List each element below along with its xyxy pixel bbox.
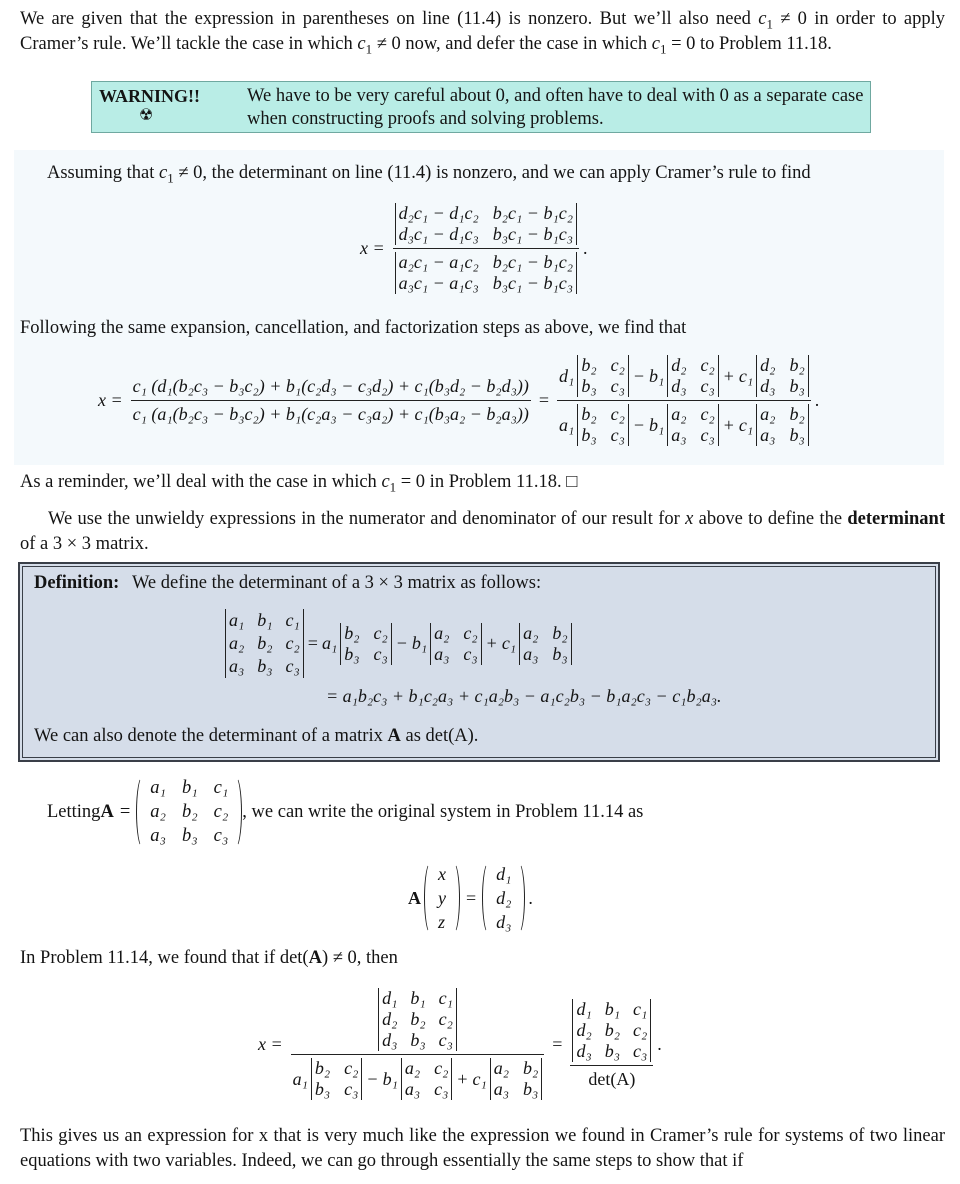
period: . bbox=[528, 887, 533, 908]
cofactor-coefficient: b₁ bbox=[648, 365, 665, 386]
matrix-entry: d₂ bbox=[760, 355, 776, 375]
lhs-x: x = bbox=[98, 390, 123, 410]
matrix-entry: c₁ bbox=[438, 988, 453, 1008]
matrix-entry: c₂ bbox=[700, 404, 715, 424]
qed-square-icon: □ bbox=[566, 472, 578, 492]
fraction bbox=[291, 988, 545, 1100]
matrix-entry: a₂c₁ − a₁c₂ bbox=[398, 252, 479, 272]
period: . bbox=[582, 238, 588, 258]
var-c1: $c_1$ bbox=[357, 34, 373, 57]
matrix-entry: a₂ bbox=[229, 633, 245, 653]
cofactor-coefficient: b₁ bbox=[411, 633, 428, 653]
matrix-entry: b₁ bbox=[604, 998, 620, 1019]
paragraph-reminder bbox=[20, 470, 945, 495]
matrix-entry: c₁ bbox=[632, 998, 648, 1019]
term-determinant: determinant bbox=[847, 509, 945, 529]
fraction bbox=[393, 203, 579, 294]
definition-expansion: = a₁b₂c₃ + b₁c₂a₃ + c₁a₂b₃ − a₁c₂b₃ − b₁a₂c₃ − c₁b₂a₃. bbox=[326, 686, 722, 706]
text: We are given that the expression in parentheses on line (11.4) is nonzero. But we’ll also need bbox=[20, 9, 759, 29]
paragraph-found bbox=[20, 946, 945, 971]
matrix-entry: a₃ bbox=[150, 826, 166, 846]
matrix-entry: c₃ bbox=[610, 425, 625, 445]
matrix-entry: d₃ bbox=[496, 912, 512, 932]
definition-heading bbox=[34, 573, 541, 594]
matrix-entry: b₃ bbox=[523, 1079, 539, 1099]
matrix-entry: d₃ bbox=[760, 376, 776, 396]
matrix-A bbox=[136, 776, 242, 848]
matrix-entry: a₂ bbox=[150, 802, 166, 822]
matrix-entry: b₂ bbox=[257, 633, 273, 653]
determinant-denominator bbox=[395, 252, 577, 294]
text: This gives us an expression for x that is very much like the expression we found in Cramer’s rule for systems of two linear equations with two variables. Indeed, we can go through essentially the same steps to show that if bbox=[20, 1126, 945, 1171]
vector-xyz bbox=[424, 862, 460, 934]
matrix-entry: c₂ bbox=[610, 355, 625, 375]
matrix-entry: a₁ bbox=[229, 610, 245, 630]
matrix-entry: d₂ bbox=[671, 355, 687, 375]
fraction-det bbox=[570, 999, 653, 1090]
cofactor-coefficient: c₁ bbox=[472, 1068, 487, 1089]
matrix-entry: b₂c₁ − b₁c₂ bbox=[492, 203, 573, 223]
period: . bbox=[657, 1033, 662, 1054]
matrix-entry: c₃ bbox=[373, 643, 388, 664]
paragraph-this-gives bbox=[20, 1124, 945, 1174]
text: We use the unwieldy expressions in the numerator and denominator of our result for bbox=[48, 509, 686, 529]
matrix-entry: b₂ bbox=[604, 1019, 620, 1040]
matrix-entry: b₃ bbox=[789, 425, 805, 445]
plus-sign: + bbox=[486, 633, 497, 653]
var-c1: $c_1$ bbox=[651, 34, 667, 57]
cofactor-coefficient: b₁ bbox=[648, 414, 665, 435]
matrix-entry: a₂ bbox=[671, 404, 687, 424]
determinant-numerator bbox=[395, 203, 577, 245]
text: ≠ 0 now, and defer the case in which bbox=[372, 34, 652, 54]
cofactor-coefficient: a₁ bbox=[321, 633, 338, 653]
matrix-entry: b₃c₁ − b₁c₃ bbox=[492, 224, 573, 244]
equation-cramer-3x3 bbox=[258, 988, 662, 1100]
matrix-entry: a₃ bbox=[229, 656, 245, 676]
matrix-A-bold: A bbox=[100, 801, 114, 822]
matrix-entry: c₂ bbox=[632, 1019, 648, 1040]
minor-determinant bbox=[311, 1058, 363, 1100]
matrix-entry: d₁ bbox=[382, 988, 398, 1008]
matrix-entry: d₃c₁ − d₁c₃ bbox=[398, 224, 479, 244]
matrix-entry: c₂ bbox=[213, 802, 229, 822]
matrix-entry: c₂ bbox=[463, 622, 478, 643]
matrix-entry: c₃ bbox=[700, 376, 715, 396]
text: As a reminder, we’ll deal with the case in which bbox=[20, 472, 382, 492]
determinant-numerator bbox=[378, 988, 457, 1051]
matrix-entry: c₃ bbox=[700, 425, 715, 445]
minor-determinant bbox=[667, 404, 719, 446]
text: of a 3 × 3 matrix. bbox=[20, 534, 149, 554]
matrix-entry: d₃ bbox=[382, 1030, 398, 1050]
text: ≠ 0 in order to apply Cramer’s rule. We’ll tackle the case in which bbox=[20, 9, 945, 54]
matrix-entry: b₃ bbox=[552, 643, 568, 664]
matrix-entry: b₂c₁ − b₁c₂ bbox=[492, 252, 573, 272]
paragraph-assuming bbox=[47, 161, 937, 186]
cofactor-coefficient: c₁ bbox=[501, 633, 517, 653]
paragraph-letting bbox=[47, 776, 643, 848]
matrix-entry: c₂ bbox=[700, 355, 715, 375]
minor-determinant bbox=[577, 404, 629, 446]
minus-sign: − bbox=[633, 414, 644, 435]
matrix-entry: b₃ bbox=[581, 376, 597, 396]
minus-sign: − bbox=[396, 633, 407, 653]
matrix-A-bold: A bbox=[408, 887, 421, 908]
cofactor-coefficient: a₁ bbox=[292, 1068, 308, 1089]
minor-determinant bbox=[756, 404, 809, 446]
matrix-entry: b₂ bbox=[581, 404, 597, 424]
minus-sign: − bbox=[633, 365, 644, 386]
matrix-entry: c₂ bbox=[610, 404, 625, 424]
matrix-entry: b₂ bbox=[552, 622, 568, 643]
matrix-entry: a₃ bbox=[434, 643, 450, 664]
plus-sign: + bbox=[457, 1068, 468, 1089]
matrix-entry: a₃ bbox=[760, 425, 776, 445]
matrix-entry: b₃ bbox=[789, 376, 805, 396]
matrix-entry: a₃c₁ − a₁c₃ bbox=[398, 273, 479, 293]
definition-footer bbox=[34, 726, 478, 747]
matrix-entry: b₁ bbox=[181, 778, 198, 798]
matrix-entry: z bbox=[438, 912, 446, 932]
matrix-entry: c₂ bbox=[373, 622, 388, 643]
lhs-x: x = bbox=[258, 1033, 283, 1054]
matrix-entry: b₃ bbox=[257, 656, 273, 676]
matrix-A-bold: A bbox=[387, 726, 401, 746]
matrix-entry: a₁ bbox=[150, 778, 166, 798]
matrix-entry: a₃ bbox=[671, 425, 687, 445]
period: . bbox=[814, 390, 820, 410]
matrix-entry: b₃ bbox=[581, 425, 597, 445]
plus-sign: + bbox=[723, 414, 734, 435]
matrix-entry: b₃c₁ − b₁c₃ bbox=[492, 273, 573, 293]
numerator-expression: c₁ (d₁(b₂c₃ − b₃c₂) + b₁(c₂d₃ − c₃d₂) + c₁(b₃d₂ − b₂d₃)) bbox=[132, 376, 529, 396]
definition-intro: We define the determinant of a 3 × 3 matrix as follows: bbox=[131, 573, 542, 593]
matrix-entry: a₃ bbox=[404, 1079, 421, 1099]
matrix-entry: c₃ bbox=[285, 656, 300, 676]
warning-label: WARNING!! bbox=[99, 86, 200, 106]
plus-sign: + bbox=[723, 365, 734, 386]
definition-equation bbox=[225, 609, 572, 678]
fraction-expanded bbox=[131, 376, 531, 425]
matrix-entry: c₂ bbox=[434, 1058, 449, 1078]
equals: = bbox=[466, 887, 477, 908]
matrix-entry: b₃ bbox=[604, 1040, 620, 1061]
matrix-A-bold: A bbox=[308, 948, 322, 968]
text: Following the same expansion, cancellation, and factorization steps as above, we find that bbox=[20, 318, 687, 338]
matrix-entry: c₃ bbox=[438, 1030, 453, 1050]
text: above to define the bbox=[693, 509, 848, 529]
matrix-entry: d₂ bbox=[382, 1009, 398, 1029]
determinant-numerator bbox=[572, 999, 651, 1062]
matrix-entry: b₂ bbox=[581, 355, 597, 375]
warning-box bbox=[91, 81, 871, 133]
equals: = bbox=[552, 1033, 563, 1054]
matrix-entry: d₂ bbox=[496, 888, 512, 908]
matrix-entry: b₃ bbox=[344, 643, 360, 664]
matrix-entry: a₂ bbox=[434, 622, 450, 643]
var-c1: $c_1$ bbox=[381, 472, 397, 495]
definition-label: Definition: bbox=[34, 573, 120, 593]
matrix-entry: a₂ bbox=[404, 1058, 421, 1078]
paragraph-following bbox=[20, 316, 945, 341]
matrix-entry: b₁ bbox=[410, 988, 426, 1008]
text: as det(A). bbox=[400, 726, 479, 746]
matrix-entry: c₃ bbox=[463, 643, 478, 664]
warning-text: We have to be very careful about 0, and often have to deal with 0 as a separate case when constructing proofs and solving problems. bbox=[247, 86, 864, 129]
var-c1: $c_1$ bbox=[758, 9, 773, 32]
cofactor-numerator bbox=[557, 355, 811, 400]
matrix-entry: c₃ bbox=[610, 376, 625, 396]
minor-determinant bbox=[490, 1058, 543, 1100]
matrix-entry: a₂ bbox=[493, 1058, 510, 1078]
cofactor-coefficient: b₁ bbox=[382, 1068, 398, 1089]
cofactor-coefficient: c₁ bbox=[738, 414, 754, 435]
minor-determinant bbox=[340, 623, 392, 665]
matrix-entry: c₃ bbox=[344, 1079, 359, 1099]
equals: = bbox=[119, 801, 131, 822]
matrix-entry: c₂ bbox=[285, 633, 300, 653]
matrix-entry: c₁ bbox=[213, 778, 229, 798]
equals: = bbox=[538, 390, 550, 410]
matrix-entry: b₂ bbox=[410, 1009, 426, 1029]
minor-determinant bbox=[667, 355, 719, 397]
matrix-entry: d₃ bbox=[671, 376, 687, 396]
matrix-entry: a₃ bbox=[493, 1079, 510, 1099]
matrix-entry: b₂ bbox=[344, 622, 360, 643]
paragraph-unwieldy bbox=[20, 507, 945, 557]
text: ≠ 0, the determinant on line (11.4) is nonzero, and we can apply Cramer’s rule to find bbox=[173, 163, 811, 183]
cofactor-denominator bbox=[291, 1055, 545, 1100]
radiation-icon: ☢ bbox=[139, 107, 154, 124]
determinant-3x3 bbox=[225, 609, 304, 678]
cofactor-coefficient: a₁ bbox=[559, 414, 575, 435]
text: Letting bbox=[47, 801, 101, 822]
equation-cramer-2x2 bbox=[360, 203, 587, 294]
equation-expanded bbox=[98, 355, 819, 446]
equation-system bbox=[408, 862, 533, 934]
text: In Problem 11.14, we found that if det( bbox=[20, 948, 309, 968]
matrix-entry: c₃ bbox=[632, 1040, 648, 1061]
matrix-entry: c₃ bbox=[434, 1079, 449, 1099]
matrix-entry: b₂ bbox=[314, 1058, 331, 1078]
equals: = bbox=[307, 633, 318, 653]
matrix-entry: b₂ bbox=[789, 355, 805, 375]
cofactor-coefficient: d₁ bbox=[559, 365, 575, 386]
matrix-entry: c₂ bbox=[438, 1009, 453, 1029]
text: We can also denote the determinant of a matrix bbox=[34, 726, 388, 746]
cofactor-expansion bbox=[322, 623, 572, 665]
matrix-entry: b₃ bbox=[410, 1030, 426, 1050]
matrix-entry: b₂ bbox=[789, 404, 805, 424]
text: , we can write the original system in Problem 11.14 as bbox=[242, 801, 644, 822]
matrix-entry: c₃ bbox=[213, 826, 229, 846]
denominator-expression: c₁ (a₁(b₂c₃ − b₃c₂) + b₁(c₂a₃ − c₃a₂) + c₁(b₃a₂ − b₂a₃)) bbox=[132, 404, 529, 424]
cofactor-coefficient: c₁ bbox=[738, 365, 754, 386]
text: Assuming that bbox=[47, 163, 160, 183]
lhs-x: x = bbox=[360, 238, 385, 258]
cofactor-denominator bbox=[557, 401, 811, 446]
var-c1: $c_1$ bbox=[159, 163, 174, 186]
vector-d bbox=[482, 862, 525, 934]
minor-determinant bbox=[577, 355, 629, 397]
minor-determinant bbox=[401, 1058, 453, 1100]
det-A: det(A) bbox=[588, 1068, 636, 1089]
matrix-entry: d₁ bbox=[576, 998, 592, 1019]
matrix-entry: a₂ bbox=[760, 404, 776, 424]
matrix-entry: c₁ bbox=[285, 610, 300, 630]
matrix-entry: y bbox=[438, 888, 446, 908]
var-x: x bbox=[685, 509, 694, 529]
text: ) ≠ 0, then bbox=[321, 948, 398, 968]
text: = 0 in Problem 11.18. bbox=[396, 472, 567, 492]
fraction-cofactor bbox=[557, 355, 811, 446]
minor-determinant bbox=[519, 623, 572, 665]
matrix-entry: b₂ bbox=[523, 1058, 539, 1078]
matrix-entry: b₃ bbox=[314, 1079, 331, 1099]
matrix-entry: b₃ bbox=[181, 826, 198, 846]
minor-determinant bbox=[756, 355, 809, 397]
matrix-entry: x bbox=[438, 864, 446, 884]
minor-determinant bbox=[430, 623, 482, 665]
text: = 0 to Problem 11.18. bbox=[666, 34, 832, 54]
matrix-entry: b₁ bbox=[257, 610, 273, 630]
minus-sign: − bbox=[367, 1068, 378, 1089]
matrix-entry: a₃ bbox=[523, 643, 539, 664]
matrix-entry: d₁ bbox=[496, 864, 512, 884]
matrix-entry: d₂c₁ − d₁c₂ bbox=[398, 203, 479, 223]
matrix-entry: d₃ bbox=[576, 1040, 592, 1061]
matrix-entry: d₂ bbox=[576, 1019, 592, 1040]
definition-box bbox=[18, 562, 940, 762]
matrix-entry: b₂ bbox=[181, 802, 198, 822]
matrix-entry: c₂ bbox=[344, 1058, 359, 1078]
paragraph-intro bbox=[20, 7, 945, 57]
matrix-entry: a₂ bbox=[523, 622, 539, 643]
